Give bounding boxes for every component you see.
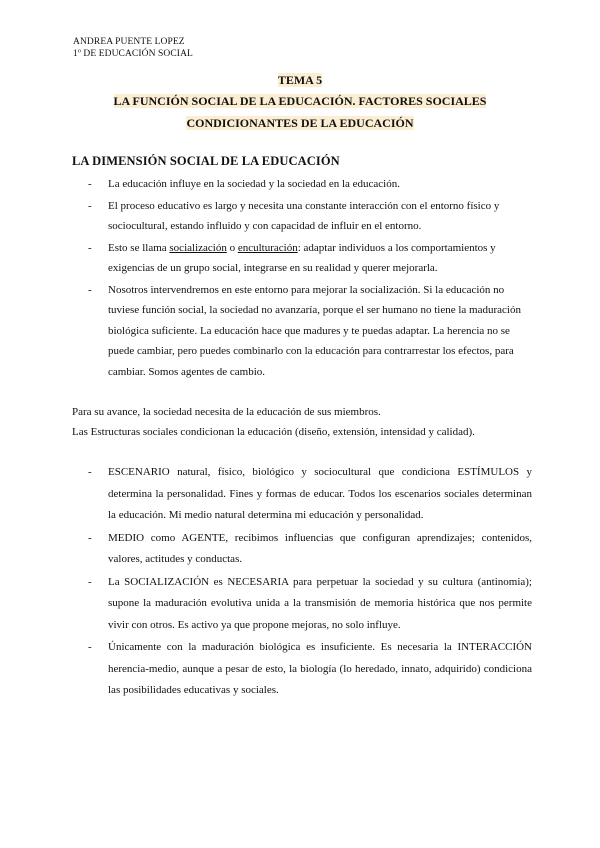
bullet-dash: - [88, 466, 92, 478]
course-name: 1º DE EDUCACIÓN SOCIAL [73, 49, 193, 59]
list-item: - Nosotros intervendremos en este entorno para mejorar la socialización. Si la educación no tuviese función social, la sociedad no avanzaría, porque el ser humano no tiene la maduración biológica suficiente. La educación hace que madures y te puedas adaptar. La herencia no se puede cambiar, pero puedes combinarlo con la educación para contrarrestar los efectos, para cambiar. Somos agentes de cambio. [72, 280, 532, 383]
term-socializacion: socialización [169, 241, 227, 254]
bullet-list-1 [72, 174, 532, 383]
topic-title: TEMA 5 [277, 73, 323, 87]
paragraph-2: Las Estructuras sociales condicionan la educación (diseño, extensión, intensidad y calidad). [72, 426, 475, 438]
document-header [73, 36, 193, 60]
title-line-2: CONDICIONANTES DE LA EDUCACIÓN [186, 116, 414, 130]
paragraph-block [72, 402, 542, 442]
bullet-dash: - [88, 575, 92, 588]
term-enculturacion: enculturación [237, 241, 298, 254]
bullet-dash: - [88, 531, 92, 544]
list-item: - Esto se llama socialización o enculturación: adaptar individuos a los comportamientos y exigencias de un grupo social, integrarse en su realidad y querer mejorarla. [72, 238, 532, 279]
list-item: - La educación influye en la sociedad y la sociedad en la educación. [72, 174, 532, 195]
section-heading: LA DIMENSIÓN SOCIAL DE LA EDUCACIÓN [72, 154, 340, 168]
bullet-list-2 [72, 462, 532, 703]
bullet-dash: - [88, 241, 92, 254]
list-item: - ESCENARIO natural, físico, biológico y sociocultural que condiciona ESTÍMULOS y determina la personalidad. Fines y formas de educar. Todos los escenarios sociales determinan la educación. Mi medio natural determina mi educación y personalidad. [72, 462, 532, 527]
bullet-dash: - [88, 283, 92, 296]
list-item: - El proceso educativo es largo y necesita una constante interacción con el entorno físico y sociocultural, estando influido y con capacidad de influir en el entorno. [72, 196, 532, 237]
paragraph-1: Para su avance, la sociedad necesita de la educación de sus miembros. [72, 406, 381, 418]
bullet-dash: - [88, 641, 92, 653]
list-item: - Únicamente con la maduración biológica es insuficiente. Es necesaria la INTERACCIÓN herencia-medio, aunque a pesar de esto, la biología (lo heredado, innato, adquirido) condiciona las posibilidades educativas y sociales. [72, 637, 532, 702]
list-item: - La SOCIALIZACIÓN es NECESARIA para perpetuar la sociedad y su cultura (antinomia); supone la maduración evolutiva unida a la transmisión de memoria histórica que nos permite vivir con otros. Es activo ya que propone mejoras, no solo influye. [72, 572, 532, 637]
author-name: ANDREA PUENTE LOPEZ [73, 37, 185, 47]
list-item: - MEDIO como AGENTE, recibimos influencias que configuran aprendizajes; contenidos, valores, actitudes y conductas. [72, 528, 532, 571]
bullet-dash: - [88, 199, 92, 212]
title-block [60, 72, 540, 132]
bullet-dash: - [88, 178, 92, 190]
title-line-1: LA FUNCIÓN SOCIAL DE LA EDUCACIÓN. FACTORES SOCIALES [113, 94, 487, 108]
